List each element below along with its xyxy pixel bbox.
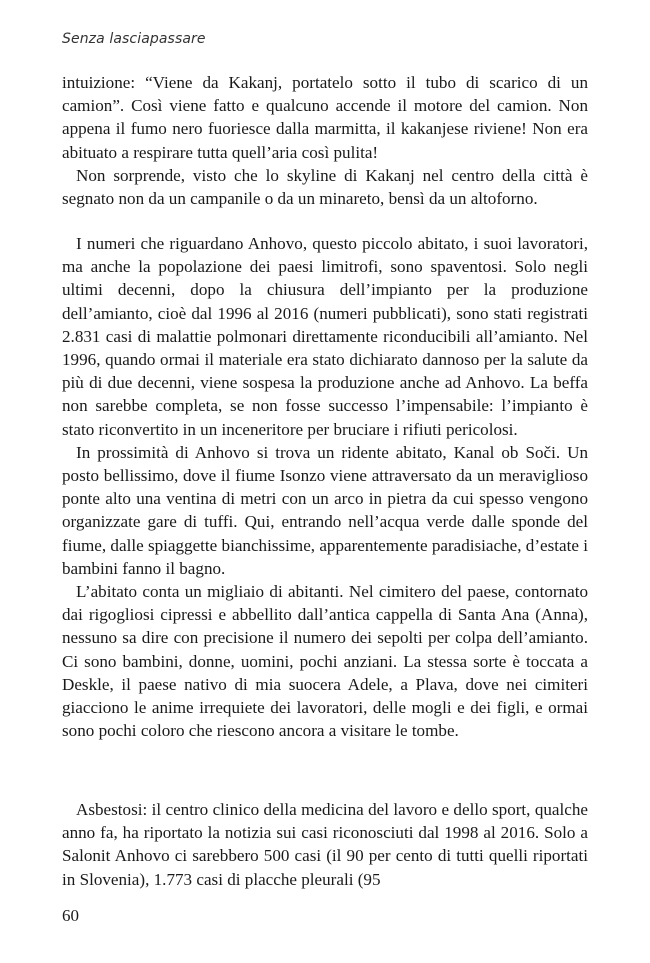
paragraph-4: In prossimità di Anhovo si trova un ridente abitato, Kanal ob Soči. Un posto bellissimo, dove il fiume Isonzo viene attraversato da un meraviglioso ponte alto una ventina di metri con un arco in pietra da cui spesso vengono organizzate gare di tuffi. Qui, entrando nell’acqua verde dalle sponde del fiume, dalle spiaggette bianchissime, apparentemente paradisiache, d’estate i bambini fanno il bagno. <box>62 442 588 578</box>
text-section-1 <box>62 71 588 210</box>
paragraph-2: Non sorprende, visto che lo skyline di Kakanj nel centro della città è segnato non da un campanile o da un minareto, bensì da un altoforno. <box>62 165 588 209</box>
page-number: 60 <box>62 906 79 925</box>
text-section-3 <box>62 798 588 891</box>
paragraph-6: Asbestosi: il centro clinico della medicina del lavoro e dello sport, qualche anno fa, ha riportato la notizia sui casi riconosciuti dal 1998 al 2016. Solo a Salonit Anhovo ci sarebbero 500 casi (il 90 per cento di tutti quelli riportati in Slovenia), 1.773 casi di placche pleurali (95 <box>62 800 588 889</box>
text-section-2 <box>62 232 588 742</box>
paragraph-5: L’abitato conta un migliaio di abitanti. Nel cimitero del paese, contornato dai rigogliosi cipressi e abbellito dall’antica cappella di Santa Ana (Anna), nessuno sa dire con precisione il numero dei sepolti per colpa dell’amianto. Ci sono bambini, donne, uomini, pochi anziani. La stessa sorte è toccata a Deskle, il paese nativo di mia suocera Adele, a Plava, dove nei cimiteri giacciono le anime irrequiete dei lavoratori, delle mogli e dei figli, e ormai sono pochi coloro che riescono ancora a visitare le tombe. <box>62 582 588 741</box>
running-title: Senza lasciapassare <box>62 31 206 47</box>
paragraph-1: intuizione: “Viene da Kakanj, portatelo sotto il tubo di scarico di un camion”. Così viene fatto e qualcuno accende il motore del camion. Non appena il fumo nero fuoriesce dalla marmitta, il kakanjese riviene! Non era abituato a respirare tutta quell’aria così pulita! <box>62 73 588 162</box>
paragraph-3: I numeri che riguardano Anhovo, questo piccolo abitato, i suoi lavoratori, ma anche la popolazione dei paesi limitrofi, sono spaventosi. Solo negli ultimi decenni, dopo la chiusura dell’impianto per la produzione dell’amianto, cioè dal 1996 al 2016 (numeri pubblicati), sono stati registrati 2.831 casi di malattie polmonari direttamente riconducibili all’amianto. Nel 1996, quando ormai il materiale era stato dichiarato dannoso per la salute da più di due decenni, viene sospesa la produzione anche ad Anhovo. La beffa non sarebbe completa, se non fosse successo l’impensabile: l’impianto è stato riconvertito in un inceneritore per bruciare i rifiuti pericolosi. <box>62 234 588 439</box>
